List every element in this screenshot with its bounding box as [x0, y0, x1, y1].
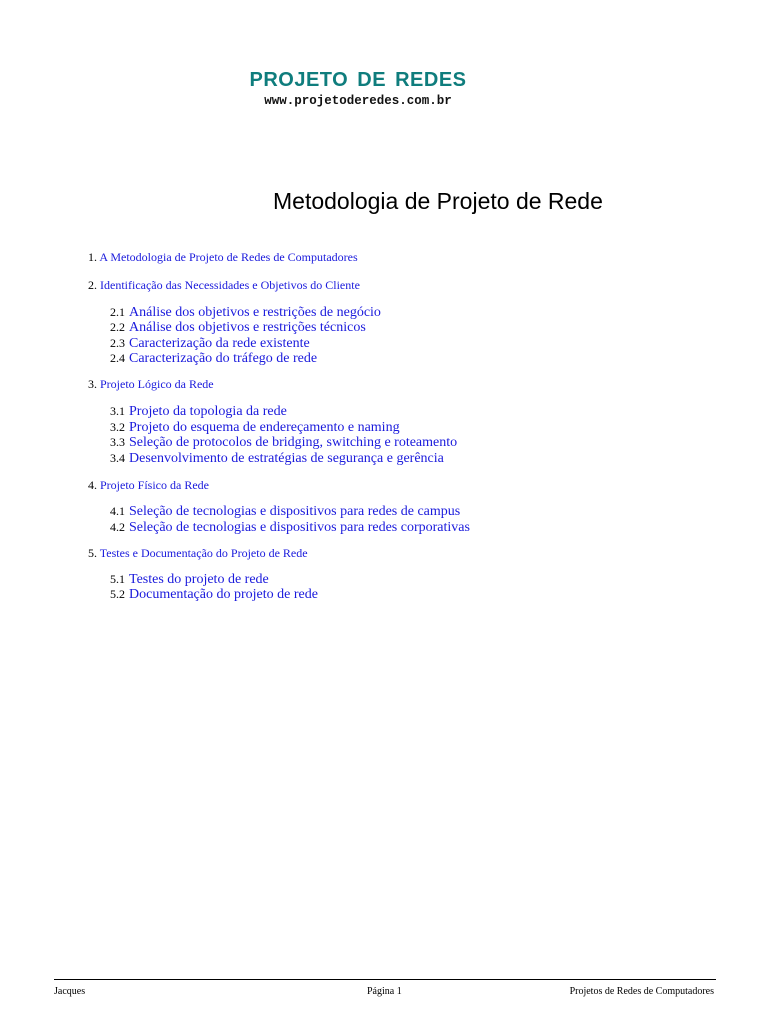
- brand-title: PROJETO DE REDES: [249, 69, 467, 91]
- toc-subsection-3-3[interactable]: [110, 434, 457, 451]
- toc-section-number: 2.: [88, 278, 97, 292]
- toc-subsection-link[interactable]: Seleção de protocolos de bridging, switching e roteamento: [129, 435, 458, 450]
- toc-section-5[interactable]: [88, 546, 308, 560]
- brand-header: [0, 68, 716, 109]
- toc-subsection-link[interactable]: Projeto da topologia da rede: [129, 404, 287, 419]
- toc-subsection-link[interactable]: Caracterização do tráfego de rede: [129, 351, 318, 366]
- toc-subsection-number: 2.2: [110, 320, 125, 334]
- toc-section-number: 5.: [88, 546, 97, 560]
- toc-subsection-2-2[interactable]: [110, 319, 366, 336]
- toc-section-link[interactable]: Projeto Lógico da Rede: [100, 377, 214, 391]
- toc-subsection-number: 3.4: [110, 451, 125, 465]
- footer-divider: [54, 979, 716, 980]
- toc-subsection-number: 3.1: [110, 404, 125, 418]
- toc-section-4[interactable]: [88, 478, 209, 492]
- toc-subsection-number: 2.1: [110, 305, 125, 319]
- toc-subsection-3-1[interactable]: [110, 403, 287, 420]
- toc-subsection-link[interactable]: Seleção de tecnologias e dispositivos para redes corporativas: [129, 520, 470, 535]
- toc-section-1[interactable]: [88, 250, 358, 264]
- document-title: Metodologia de Projeto de Rede: [273, 188, 603, 214]
- toc-subsection-link[interactable]: Seleção de tecnologias e dispositivos para redes de campus: [129, 504, 461, 519]
- toc-subsection-link[interactable]: Caracterização da rede existente: [129, 336, 310, 351]
- toc-subsection-number: 3.2: [110, 420, 125, 434]
- toc-subsection-number: 5.2: [110, 587, 125, 601]
- toc-subsection-number: 4.2: [110, 520, 125, 534]
- footer-author: Jacques: [54, 986, 86, 997]
- toc-subsection-2-4[interactable]: [110, 350, 317, 367]
- toc-subsection-number: 3.3: [110, 435, 125, 449]
- toc-subsection-link[interactable]: Documentação do projeto de rede: [129, 587, 318, 602]
- toc-subsection-3-4[interactable]: [110, 450, 444, 467]
- toc-subsection-number: 2.3: [110, 336, 125, 350]
- toc-section-link[interactable]: Identificação das Necessidades e Objetivos do Cliente: [100, 278, 360, 292]
- toc-subsection-number: 2.4: [110, 351, 125, 365]
- toc-subsection-4-1[interactable]: [110, 503, 460, 520]
- toc-section-link[interactable]: Testes e Documentação do Projeto de Rede: [99, 546, 308, 560]
- toc-section-2[interactable]: [88, 278, 360, 292]
- footer-document-name: Projetos de Redes de Computadores: [569, 986, 714, 997]
- toc-section-3[interactable]: [88, 377, 214, 391]
- toc-subsection-number: 5.1: [110, 572, 125, 586]
- toc-subsection-4-2[interactable]: [110, 519, 470, 536]
- toc-section-number: 3.: [88, 377, 97, 391]
- toc-subsection-link[interactable]: Projeto do esquema de endereçamento e naming: [129, 420, 400, 435]
- toc-subsection-link[interactable]: Análise dos objetivos e restrições técnicos: [129, 320, 366, 335]
- toc-section-number: 1.: [88, 250, 97, 264]
- toc-subsection-5-2[interactable]: [110, 586, 318, 603]
- toc-subsection-number: 4.1: [110, 504, 125, 518]
- toc-subsection-link[interactable]: Análise dos objetivos e restrições de negócio: [129, 305, 381, 320]
- toc-subsection-link[interactable]: Desenvolvimento de estratégias de segurança e gerência: [129, 451, 444, 466]
- footer-page-number: Página 1: [367, 986, 402, 997]
- brand-url: www.projetoderedes.com.br: [264, 94, 452, 108]
- toc-section-link[interactable]: Projeto Físico da Rede: [100, 478, 209, 492]
- toc-section-link[interactable]: A Metodologia de Projeto de Redes de Computadores: [99, 250, 358, 264]
- toc-subsection-link[interactable]: Testes do projeto de rede: [129, 572, 269, 587]
- toc-section-number: 4.: [88, 478, 97, 492]
